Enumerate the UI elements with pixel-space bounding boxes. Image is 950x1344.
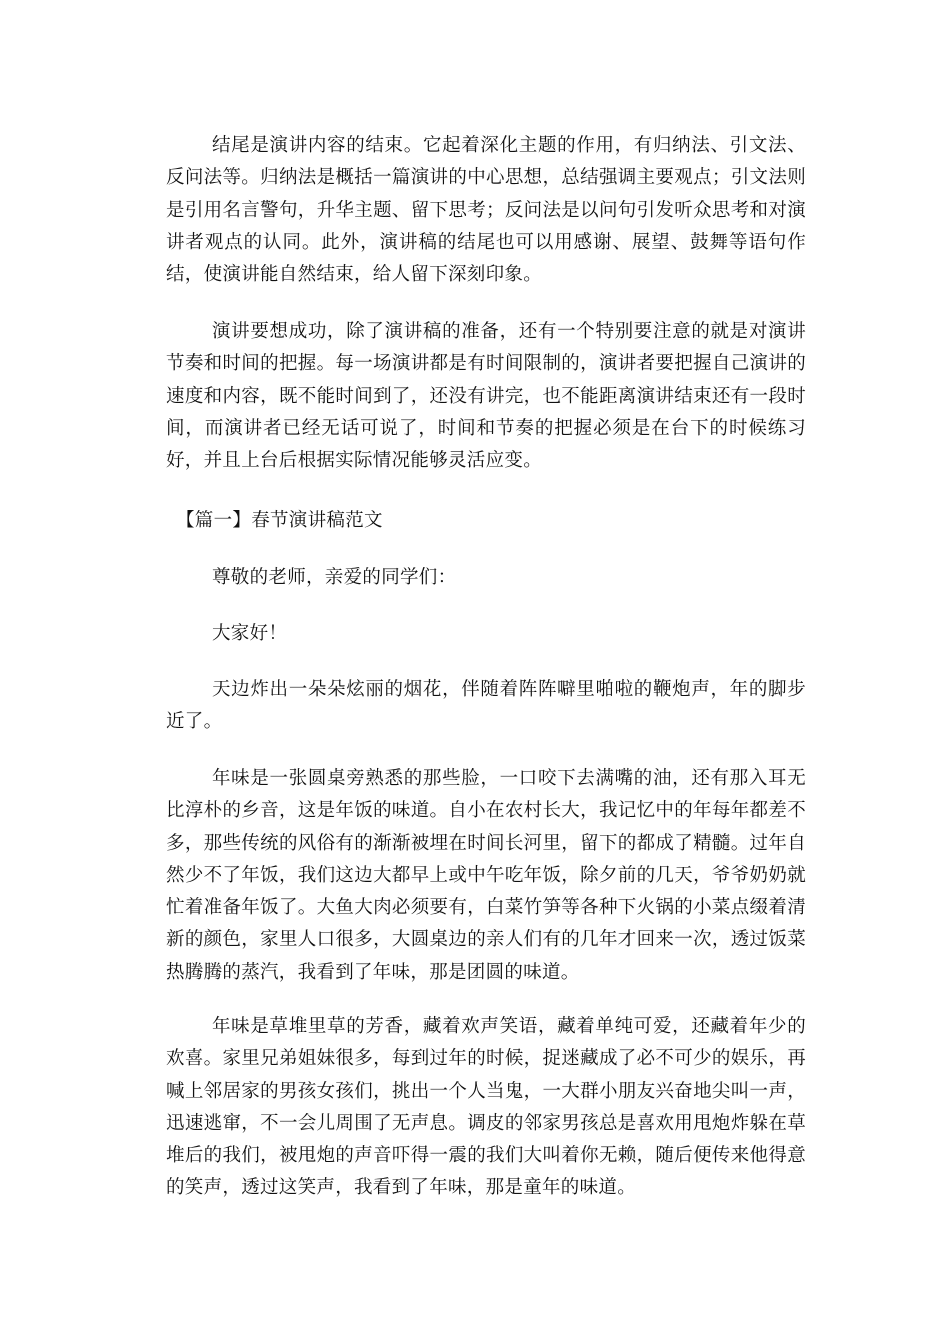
greeting: 大家好！ bbox=[212, 623, 288, 644]
body-paragraph-new-year-dinner: 年味是一张圆桌旁熟悉的那些脸，一口咬下去满嘴的油，还有那入耳无比淳朴的乡音，这是年饭的味道。自小在农村长大，我记忆中的年每年都差不多，那些传统的风俗有的渐渐被埋在时间长河里，留下的都成了精髓。过年自然少不了年饭，我们这边大都早上或中午吃年饭，除夕前的几天，爷爷奶奶就忙着准备年饭了。大鱼大肉必须要有，白菜竹笋等各种下火锅的小菜点缀着清新的颜色，家里人口很多，大圆桌边的亲人们有的几年才回来一次，透过饭菜热腾腾的蒸汽，我看到了年味，那是团圆的味道。 bbox=[166, 768, 806, 983]
body-paragraph-fireworks: 天边炸出一朵朵炫丽的烟花，伴随着阵阵噼里啪啦的鞭炮声，年的脚步近了。 bbox=[166, 679, 806, 733]
body-paragraph-hide-and-seek: 年味是草堆里草的芳香，藏着欢声笑语，藏着单纯可爱，还藏着年少的欢喜。家里兄弟姐妹很多，每到过年的时候，捉迷藏成了必不可少的娱乐，再喊上邻居家的男孩女孩们，挑出一个人当鬼，一大群小朋友兴奋地尖叫一声，迅速逃窜，不一会儿周围了无声息。调皮的邻家男孩总是喜欢用甩炮炸躲在草堆后的我们，被甩炮的声音吓得一震的我们大叫着你无赖，随后便传来他得意的笑声，透过这笑声，我看到了年味，那是童年的味道。 bbox=[166, 1016, 806, 1199]
paragraph-ending-methods: 结尾是演讲内容的结束。它起着深化主题的作用，有归纳法、引文法、反问法等。归纳法是概括一篇演讲的中心思想，总结强调主要观点；引文法则是引用名言警句，升华主题、留下思考；反问法是以问句引发听众思考和对演讲者观点的认同。此外，演讲稿的结尾也可以用感谢、展望、鼓舞等语句作结，使演讲能自然结束，给人留下深刻印象。 bbox=[166, 135, 806, 286]
section-heading: 【篇一】春节演讲稿范文 bbox=[176, 510, 383, 531]
salutation: 尊敬的老师，亲爱的同学们： bbox=[212, 567, 457, 588]
paragraph-rhythm-time: 演讲要想成功，除了演讲稿的准备，还有一个特别要注意的就是对演讲节奏和时间的把握。每一场演讲都是有时间限制的，演讲者要把握自己演讲的速度和内容，既不能时间到了，还没有讲完，也不能距离演讲结束还有一段时间，而演讲者已经无话可说了，时间和节奏的把握必须是在台下的时候练习好，并且上台后根据实际情况能够灵活应变。 bbox=[166, 321, 806, 472]
